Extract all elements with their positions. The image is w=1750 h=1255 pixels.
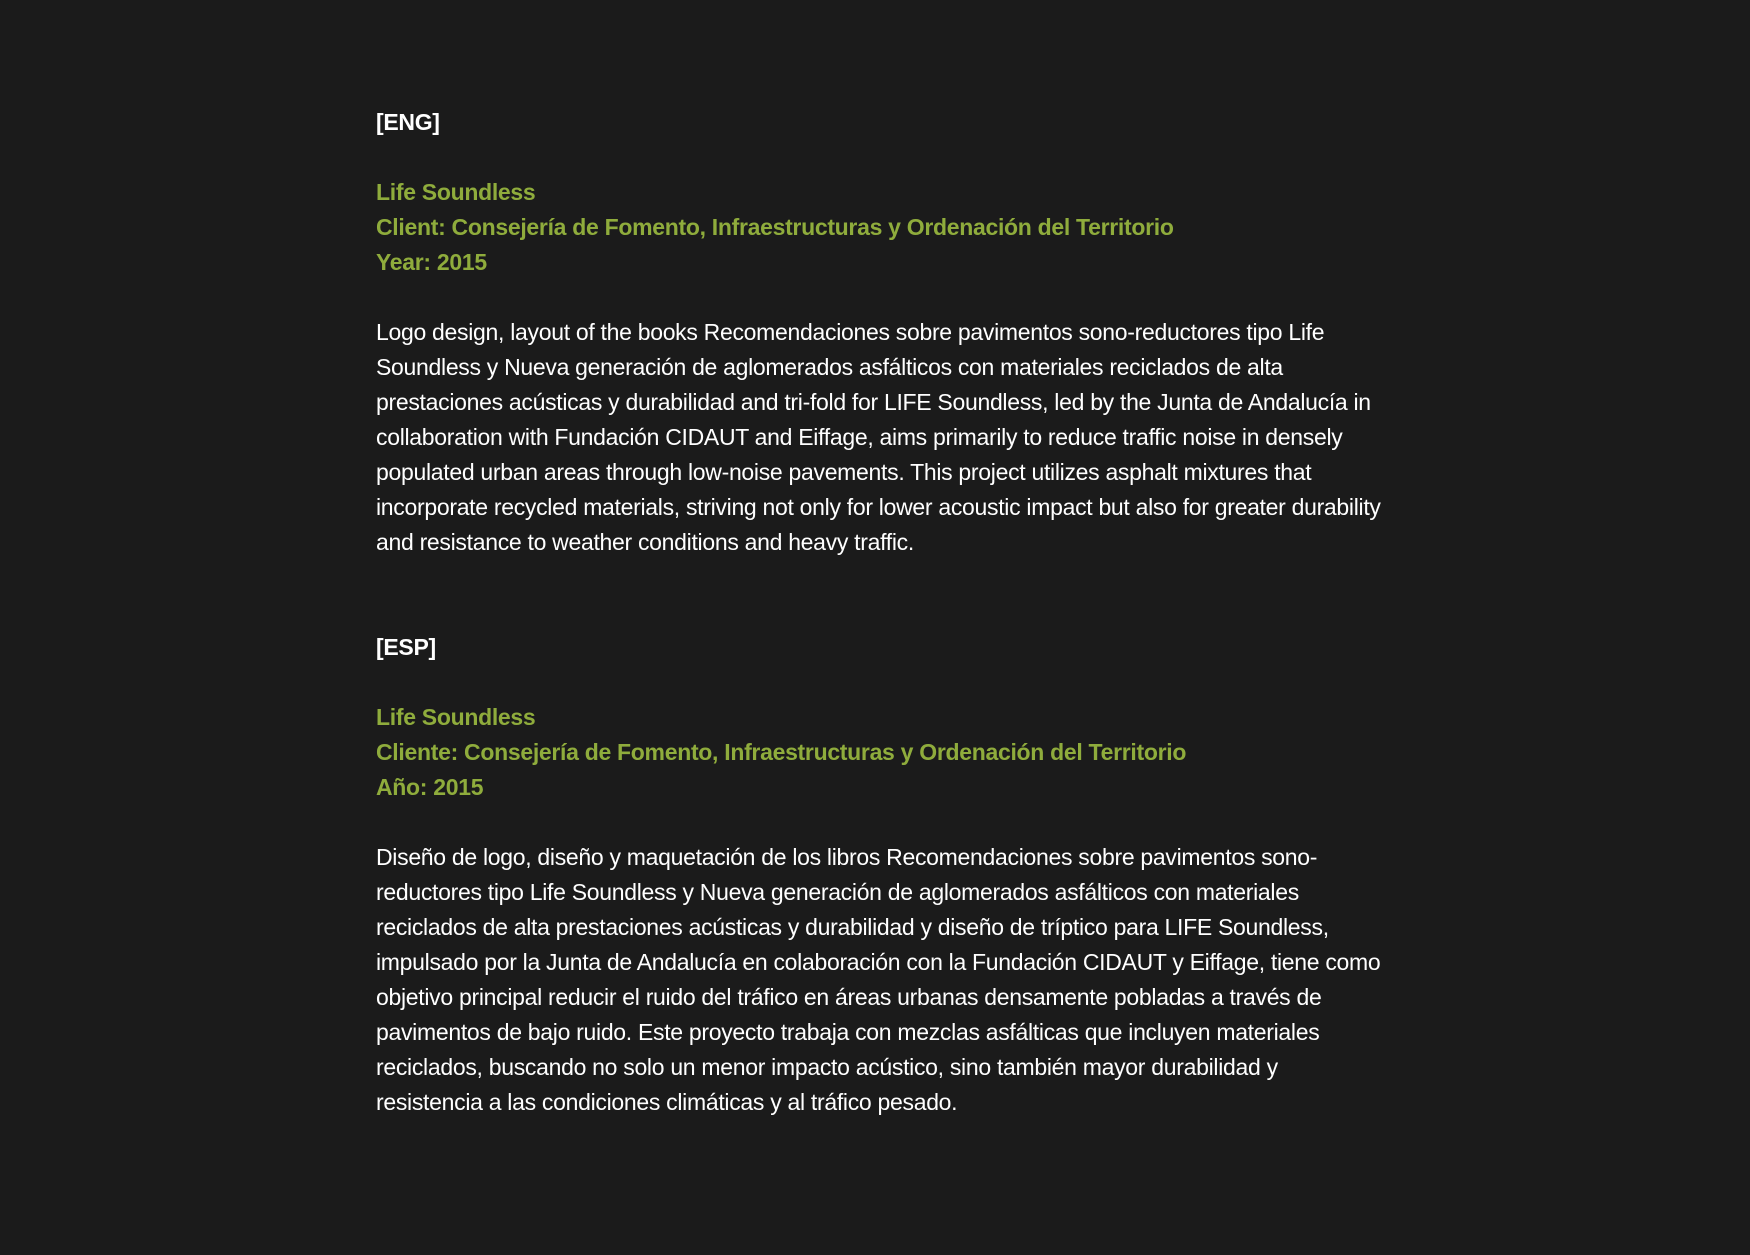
section-spanish — [376, 630, 1386, 1120]
language-tag: [ENG] — [376, 109, 440, 135]
description-paragraph: Logo design, layout of the books Recomendaciones sobre pavimentos sono-reductores tipo Life Soundless y Nueva generación de aglomerados asfálticos con materiales reciclados de alta prestaciones acústicas y durabilidad and tri-fold for LIFE Soundless, led by the Junta de Andalucía in collaboration with Fundación CIDAUT and Eiffage, aims primarily to reduce traffic noise in densely populated urban areas through low-noise pavements. This project utilizes asphalt mixtures that incorporate recycled materials, striving not only for lower acoustic impact but also for greater durability and resistance to weather conditions and heavy traffic. — [376, 319, 1381, 555]
project-year: Año: 2015 — [376, 774, 484, 800]
project-meta — [376, 700, 1386, 805]
section-english — [376, 105, 1386, 560]
project-description-text — [376, 315, 1386, 560]
project-client: Client: Consejería de Fomento, Infraestructuras y Ordenación del Territorio — [376, 214, 1174, 240]
project-year: Year: 2015 — [376, 249, 487, 275]
project-title: Life Soundless — [376, 179, 536, 205]
project-meta — [376, 175, 1386, 280]
project-description — [376, 105, 1386, 1120]
project-client: Cliente: Consejería de Fomento, Infraestructuras y Ordenación del Territorio — [376, 739, 1187, 765]
project-description-text — [376, 840, 1386, 1120]
language-tag: [ESP] — [376, 634, 436, 660]
project-title: Life Soundless — [376, 704, 536, 730]
description-paragraph: Diseño de logo, diseño y maquetación de los libros Recomendaciones sobre pavimentos sono-reductores tipo Life Soundless y Nueva generación de aglomerados asfálticos con materiales reciclados de alta prestaciones acústicas y durabilidad y diseño de tríptico para LIFE Soundless, impulsado por la Junta de Andalucía en colaboración con la Fundación CIDAUT y Eiffage, tiene como objetivo principal reducir el ruido del tráfico en áreas urbanas densamente pobladas a través de pavimentos de bajo ruido. Este proyecto trabaja con mezclas asfálticas que incluyen materiales reciclados, buscando no solo un menor impacto acústico, sino también mayor durabilidad y resistencia a las condiciones climáticas y al tráfico pesado. — [376, 844, 1381, 1115]
